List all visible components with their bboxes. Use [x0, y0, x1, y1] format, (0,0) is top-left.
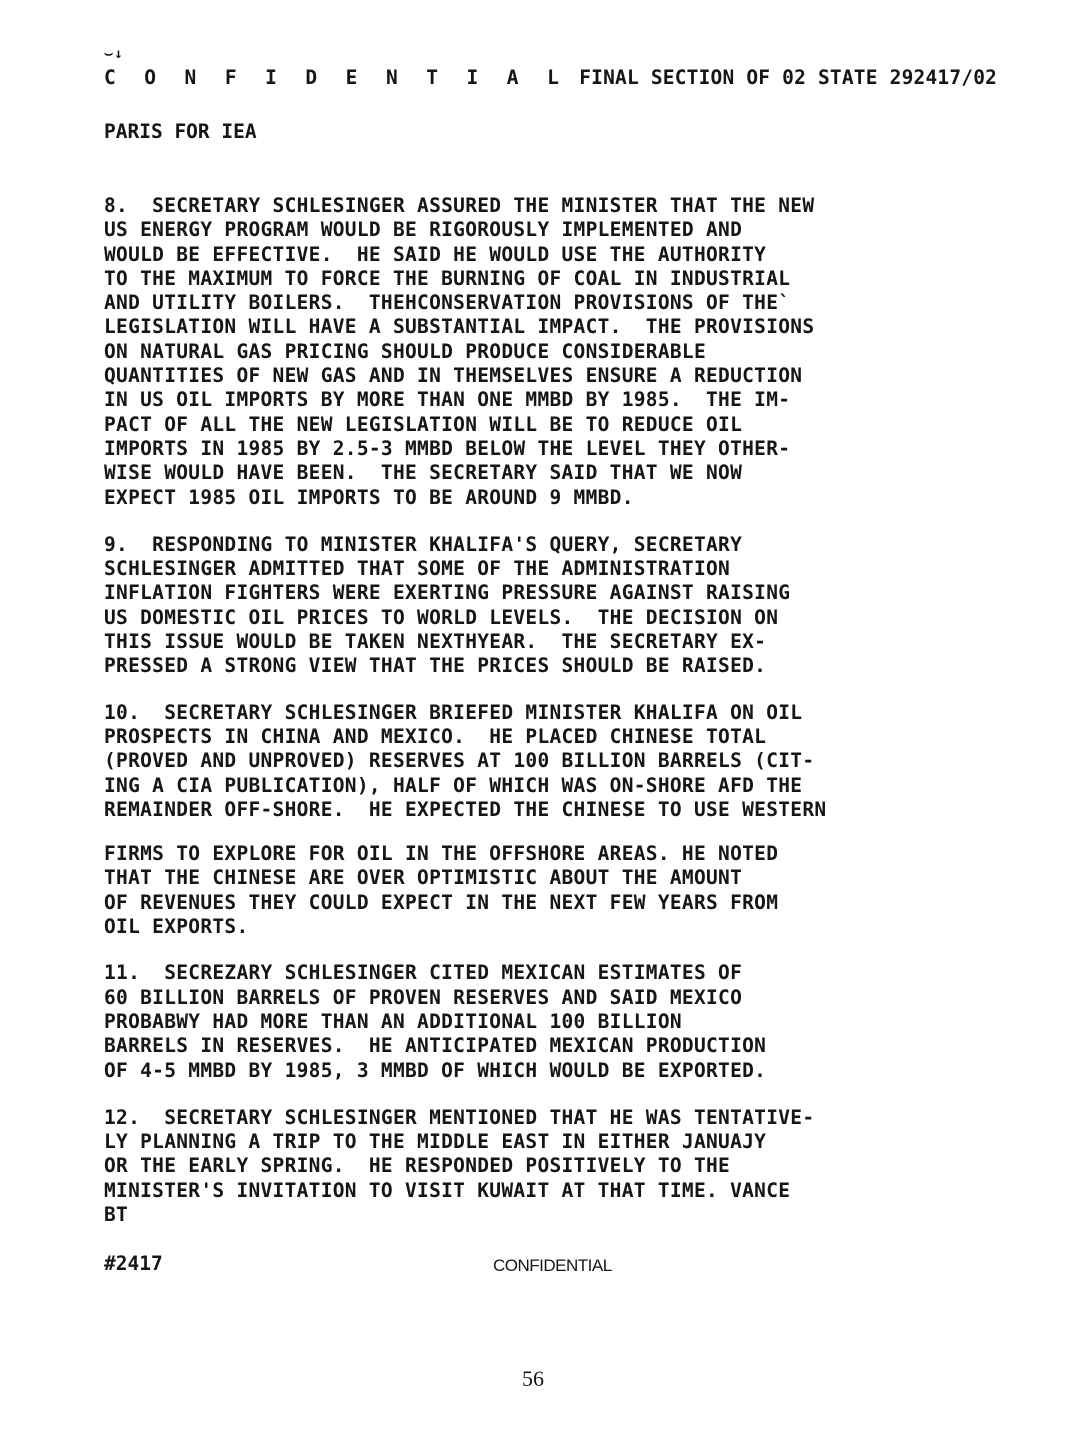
text-line: OIL EXPORTS. [104, 915, 249, 939]
text-line: EXPECT 1985 OIL IMPORTS TO BE AROUND 9 MMBD. [104, 485, 634, 509]
paragraph-break [104, 822, 1004, 842]
text-line: 10. SECRETARY SCHLESINGER BRIEFED MINISTER KHALIFA ON OIL [104, 700, 803, 724]
footer-classification: CONFIDENTIAL [493, 1256, 612, 1275]
text-line: BT [104, 1202, 129, 1226]
paragraph-12 [104, 1106, 1004, 1227]
text-line: SCHLESINGER ADMITTED THAT SOME OF THE ADMINISTRATION [104, 557, 731, 581]
header-section: FINAL SECTION OF 02 STATE 292417/02 [579, 66, 998, 89]
text-line: US ENERGY PROGRAM WOULD BE RIGOROUSLY IMPLEMENTED AND [104, 218, 743, 242]
text-line: PACT OF ALL THE NEW LEGISLATION WILL BE TO REDUCE OIL [104, 412, 743, 436]
text-line: 9. RESPONDING TO MINISTER KHALIFA'S QUERY, SECRETARY [104, 532, 743, 556]
text-line: 11. SECREZARY SCHLESINGER CITED MEXICAN ESTIMATES OF [104, 961, 743, 985]
corner-mark: ⌣↓ [104, 46, 124, 62]
text-line: AND UTILITY BOILERS. THEHCONSERVATION PROVISIONS OF THE` [104, 291, 791, 315]
text-line: OR THE EARLY SPRING. HE RESPONDED POSITIVELY TO THE [104, 1154, 731, 1178]
text-line: THIS ISSUE WOULD BE TAKEN NEXTHYEAR. THE SECRETARY EX- [104, 630, 767, 654]
text-line: IN US OIL IMPORTS BY MORE THAN ONE MMBD BY 1985. THE IM- [104, 388, 791, 412]
paragraph-8 [104, 194, 1004, 510]
page-number: 56 [522, 1366, 544, 1391]
text-line: REMAINDER OFF-SHORE. HE EXPECTED THE CHINESE TO USE WESTERN [104, 797, 827, 821]
message-number: #2417 [104, 1252, 163, 1275]
text-line: LEGISLATION WILL HAVE A SUBSTANTIAL IMPACT. THE PROVISIONS [104, 315, 815, 339]
text-line: 8. SECRETARY SCHLESINGER ASSURED THE MINISTER THAT THE NEW [104, 194, 815, 217]
text-line: THAT THE CHINESE ARE OVER OPTIMISTIC ABOUT THE AMOUNT [104, 866, 743, 890]
text-line: INFLATION FIGHTERS WERE EXERTING PRESSURE AGAINST RAISING [104, 581, 791, 605]
paragraph-11 [104, 961, 1004, 1082]
paragraph-9 [104, 533, 1004, 679]
text-line: IMPORTS IN 1985 BY 2.5-3 MMBD BELOW THE LEVEL THEY OTHER- [104, 436, 791, 460]
text-line: 60 BILLION BARRELS OF PROVEN RESERVES AND SAID MEXICO [104, 985, 743, 1009]
text-line: TO THE MAXIMUM TO FORCE THE BURNING OF COAL IN INDUSTRIAL [104, 266, 791, 290]
text-line: 12. SECRETARY SCHLESINGER MENTIONED THAT HE WAS TENTATIVE- [104, 1105, 815, 1129]
document-body [104, 194, 1004, 1250]
text-line: US DOMESTIC OIL PRICES TO WORLD LEVELS. THE DECISION ON [104, 605, 779, 629]
text-line: BARRELS IN RESERVES. HE ANTICIPATED MEXICAN PRODUCTION [104, 1034, 767, 1058]
text-line: OF REVENUES THEY COULD EXPECT IN THE NEXT FEW YEARS FROM [104, 890, 779, 914]
text-line: WOULD BE EFFECTIVE. HE SAID HE WOULD USE THE AUTHORITY [104, 242, 767, 266]
addressee-line: PARIS FOR IEA [104, 120, 257, 143]
text-line: OF 4-5 MMBD BY 1985, 3 MMBD OF WHICH WOULD BE EXPORTED. [104, 1058, 767, 1082]
text-line: FIRMS TO EXPLORE FOR OIL IN THE OFFSHORE AREAS. HE NOTED [104, 842, 779, 866]
header-classification: C O N F I D E N T I A L [104, 66, 568, 89]
text-line: PROBABWY HAD MORE THAN AN ADDITIONAL 100 BILLION [104, 1009, 682, 1033]
text-line: ING A CIA PUBLICATION), HALF OF WHICH WAS ON-SHORE AFD THE [104, 773, 803, 797]
text-line: LY PLANNING A TRIP TO THE MIDDLE EAST IN EITHER JANUAJY [104, 1130, 767, 1154]
text-line: MINISTER'S INVITATION TO VISIT KUWAIT AT THAT TIME. VANCE [104, 1178, 791, 1202]
document-header [104, 66, 997, 89]
text-line: ON NATURAL GAS PRICING SHOULD PRODUCE CONSIDERABLE [104, 339, 706, 363]
text-line: PROSPECTS IN CHINA AND MEXICO. HE PLACED CHINESE TOTAL [104, 724, 767, 748]
text-line: WISE WOULD HAVE BEEN. THE SECRETARY SAID THAT WE NOW [104, 461, 743, 485]
text-line: (PROVED AND UNPROVED) RESERVES AT 100 BILLION BARRELS (CIT- [104, 749, 815, 773]
paragraph-10 [104, 701, 1004, 940]
text-line: PRESSED A STRONG VIEW THAT THE PRICES SHOULD BE RAISED. [104, 654, 767, 678]
text-line: QUANTITIES OF NEW GAS AND IN THEMSELVES ENSURE A REDUCTION [104, 364, 803, 388]
